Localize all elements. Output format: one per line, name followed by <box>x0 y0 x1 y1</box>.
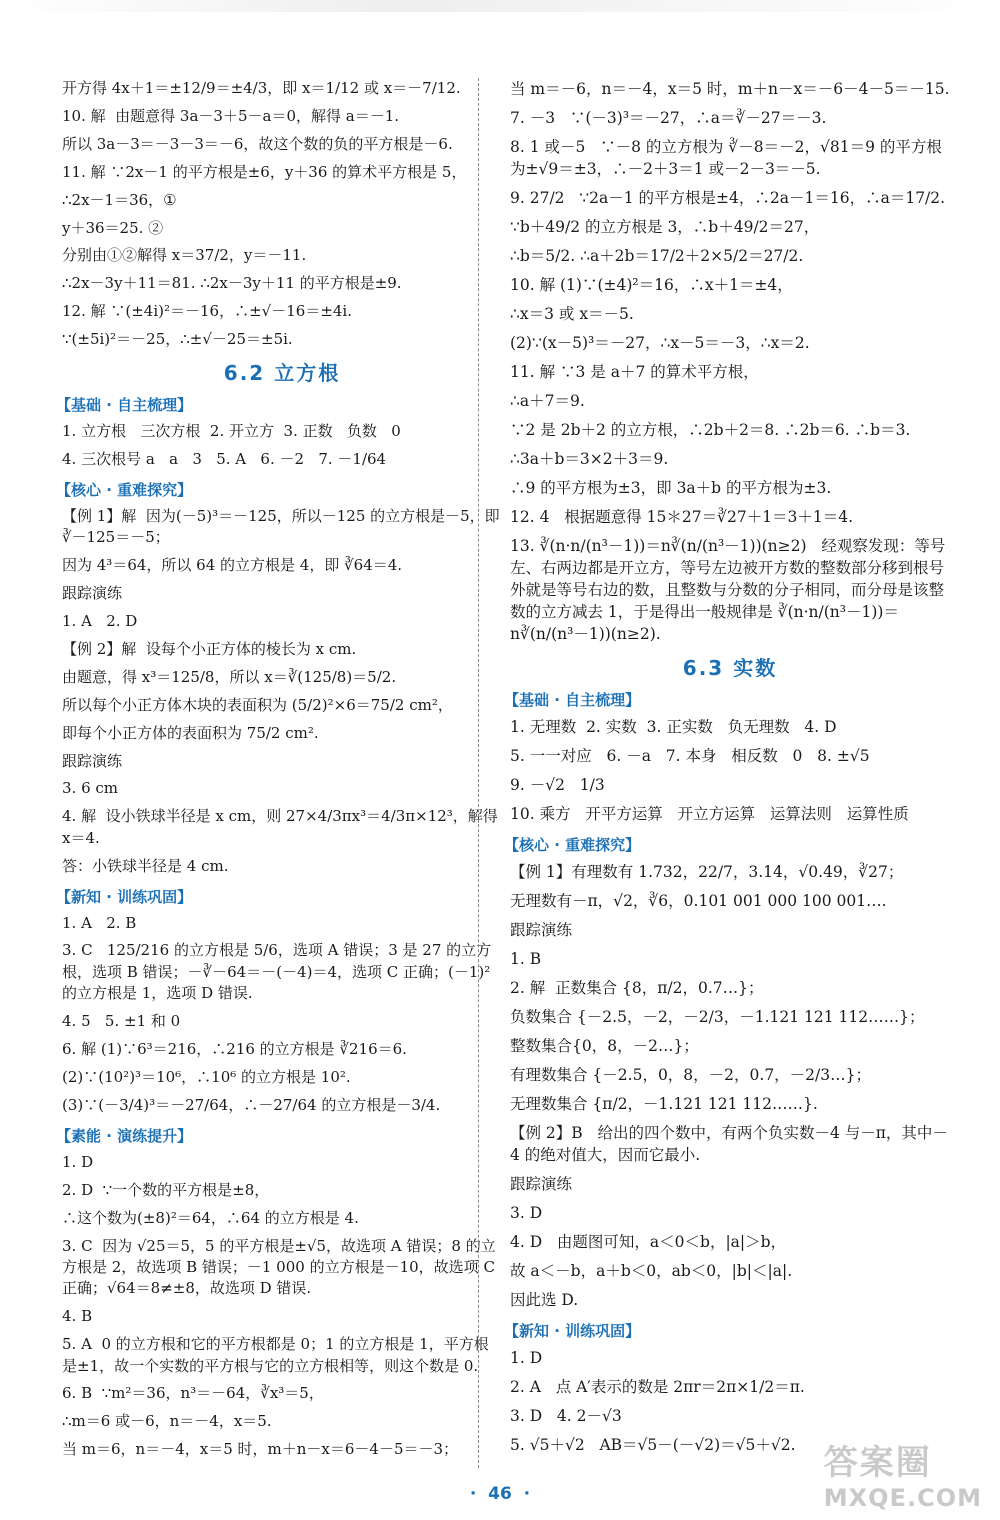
answer-line: 10. 乘方 开平方运算 开立方运算 运算法则 运算性质 <box>510 805 909 823</box>
answer-line: 所以 3a－3＝－3－3＝－6，故这个数的负的平方根是－6. <box>62 134 453 153</box>
answer-line: 3. 6 cm <box>62 779 119 798</box>
answer-line: 9. －√2 1/3 <box>510 776 605 794</box>
answer-line: 11. 解 ∵2x－1 的平方根是±6，y＋36 的算术平方根是 5， <box>62 162 467 181</box>
answer-line: ∴b＝5/2. ∴a＋2b＝17/2＋2×5/2＝27/2. <box>510 247 804 265</box>
answer-line: ∵b＋49/2 的立方根是 3，∴b＋49/2＝27， <box>510 218 820 236</box>
answer-line: 3. D <box>510 1204 543 1222</box>
answer-line: 1. 立方根 三次方根 2. 开立方 3. 正数 负数 0 <box>62 422 401 441</box>
answer-line: 5. √5＋√2 AB＝√5－(－√2)＝√5＋√2. <box>510 1436 796 1454</box>
answer-line: 当 m＝6，n＝－4，x＝5 时，m＋n－x＝6－4－5＝－3； <box>62 1440 459 1459</box>
answer-line: 12. 4 根据题意得 15＊27＝∛27＋1＝3＋1＝4. <box>510 508 854 526</box>
answer-line: 当 m＝－6，n＝－4，x＝5 时，m＋n－x＝－6－4－5＝－15. <box>510 80 950 98</box>
answer-line: 跟踪演练 <box>510 1175 573 1193</box>
answer-line: 6. 解 (1)∵6³＝216，∴216 的立方根是 ∛216＝6. <box>62 1040 407 1059</box>
section-label: 【新知 · 训练巩固】 <box>504 1322 641 1340</box>
answer-line: 2. D ∵一个数的平方根是±8， <box>62 1180 270 1199</box>
answer-line: 3. C 125/216 的立方根是 5/6，选项 A 错误；3 是 27 的立方根，选项 B 错误；－∛－64＝－(－4)＝4，选项 C 正确；(－1)² 的立方根是 1，选项 D 错误. <box>62 941 496 1003</box>
answer-line: 12. 解 ∵(±4i)²＝－16，∴±√－16＝±4i. <box>62 302 352 321</box>
section-label: 【基础 · 自主梳理】 <box>56 396 193 415</box>
answer-line: 因此选 D. <box>510 1291 579 1309</box>
answer-line: 所以每个小正方体木块的表面积为 (5/2)²×6＝75/2 cm²， <box>62 695 453 714</box>
answer-line: y＋36＝25. ② <box>62 218 164 237</box>
answer-line: 13. ∛(n·n/(n³－1))＝n∛(n/(n³－1))(n≥2) 经观察发现：等号左、右两边都是开立方，等号左边被开方数的整数部分移到根号外就是等号右边的数，且整数与分数的分子相同，而分母是该整数的立方减去 1，于是得出一般规律是 ∛(n·n/(n³－1))＝n∛(n/(n³－1))(n≥2). <box>510 537 946 643</box>
answer-line: 1. A 2. D <box>62 612 138 630</box>
answer-line: 1. D <box>62 1152 94 1171</box>
answer-line: ∴这个数为(±8)²＝64，∴64 的立方根是 4. <box>62 1208 359 1227</box>
answer-line: 整数集合{0，8，－2…}； <box>510 1037 699 1055</box>
answer-line: 【例 1】解 因为(－5)³＝－125，所以－125 的立方根是－5，即 ∛－125＝－5； <box>62 506 505 547</box>
answer-line: 无理数集合 {π/2，－1.121 121 112……}. <box>510 1095 818 1113</box>
answer-line: 有理数集合 {－2.5，0，8，－2，0.7，－2/3…}； <box>510 1066 871 1084</box>
section-label: 【素能 · 演练提升】 <box>56 1126 193 1145</box>
answer-line: (2)∵(10²)³＝10⁶，∴10⁶ 的立方根是 10². <box>62 1068 351 1086</box>
answer-line: 由题意，得 x³＝125/8，所以 x＝∛(125/8)＝5/2. <box>62 667 397 686</box>
page-number-text: 46 <box>488 1484 512 1504</box>
answer-line: 分别由①②解得 x＝37/2，y＝－11. <box>62 246 307 265</box>
watermark-logo <box>824 1435 982 1512</box>
answer-line: 3. D 4. 2－√3 <box>510 1407 622 1425</box>
answer-line: 10. 解 (1)∵(±4)²＝16，∴x＋1＝±4， <box>510 276 793 294</box>
answer-line: 1. 无理数 2. 实数 3. 正实数 负无理数 4. D <box>510 718 837 736</box>
section-label: 【核心 · 重难探究】 <box>504 836 641 854</box>
answer-line: 因为 4³＝64，所以 64 的立方根是 4，即 ∛64＝4. <box>62 556 403 575</box>
right-column <box>504 78 950 1463</box>
answer-line: ∴2x－1＝36，① <box>62 190 177 209</box>
answer-line: 1. D <box>510 1349 543 1367</box>
answer-line: ∵2 是 2b＋2 的立方根，∴2b＋2＝8. ∴2b＝6. ∴b＝3. <box>510 421 911 439</box>
section-title: 6.2 立方根 <box>223 361 341 386</box>
answer-line: 故 a＜－b，a＋b＜0，ab＜0，|b|＜|a|. <box>510 1262 793 1280</box>
answer-line: 1. A 2. B <box>62 913 137 932</box>
answer-line: 3. C 因为 √25＝5，5 的平方根是±√5，故选项 A 错误；8 的立方根是 2，故选项 B 错误；－1 000 的立方根是－10，故选项 C 正确；√64＝8≠±8，故选项 D 错误. <box>62 1236 500 1298</box>
answer-line: 10. 解 由题意得 3a－3＋5－a＝0，解得 a＝－1. <box>62 106 400 125</box>
answer-line: ∴m＝6 或－6，n＝－4，x＝5. <box>62 1412 272 1431</box>
answer-line: 8. 1 或－5 ∵－8 的立方根为 ∛－8＝－2，√81＝9 的平方根为±√9＝±3，∴－2＋3＝1 或－2－3＝－5. <box>510 138 942 178</box>
answer-line: 5. 一一对应 6. －a 7. 本身 相反数 0 8. ±√5 <box>510 747 870 765</box>
answer-line: 跟踪演练 <box>510 921 573 939</box>
section-title: 6.3 实数 <box>682 656 778 680</box>
answer-line: 4. B <box>62 1307 93 1326</box>
answer-line: ∵(±5i)²＝－25，∴±√－25＝±5i. <box>62 330 293 349</box>
answer-line: 无理数有－π，√2，∛6，0.101 001 000 100 001…. <box>510 892 887 910</box>
answer-line: 答：小铁球半径是 4 cm. <box>62 856 229 875</box>
scan-top-edge <box>0 0 1000 12</box>
answer-line: 7. －3 ∵(－3)³＝－27，∴a＝∛－27＝－3. <box>510 109 827 127</box>
page-number: · 46 · <box>469 1484 531 1504</box>
answer-line: 【例 2】解 设每个小正方体的棱长为 x cm. <box>62 639 357 658</box>
answer-line: 11. 解 ∵3 是 a＋7 的算术平方根， <box>510 363 759 381</box>
answer-line: ∴a＋7＝9. <box>510 392 585 410</box>
watermark-bottom: MXQE.COM <box>823 1484 982 1512</box>
answer-line: ∴2x－3y＋11＝81. ∴2x－3y＋11 的平方根是±9. <box>62 274 402 293</box>
answer-line: ∴x＝3 或 x＝－5. <box>510 305 634 323</box>
answer-line: 6. B ∵m²＝36，n³＝－64，∛x³＝5， <box>62 1384 324 1403</box>
answer-line: ∴3a＋b＝3×2＋3＝9. <box>510 450 669 468</box>
answer-line: 2. 解 正数集合 {8，π/2，0.7…}； <box>510 979 764 997</box>
answer-line: 跟踪演练 <box>62 584 123 603</box>
answer-line: 【例 2】B 给出的四个数中，有两个负实数－4 与－π，其中－4 的绝对值大，因而它最小. <box>510 1124 948 1164</box>
column-divider <box>478 78 479 1468</box>
answer-line: 2. A 点 A′表示的数是 2πr＝2π×1/2＝π. <box>510 1378 805 1396</box>
answer-line: 负数集合 {－2.5，－2，－2/3，－1.121 121 112……}； <box>510 1008 925 1026</box>
section-label: 【基础 · 自主梳理】 <box>504 691 641 709</box>
answer-line: 4. D 由题图可知，a＜0＜b，|a|＞b， <box>510 1233 787 1251</box>
answer-line: 5. A 0 的立方根和它的平方根都是 0；1 的立方根是 1，平方根是±1，故一个实数的平方根与它的立方根相等，则这个数是 0. <box>62 1335 489 1375</box>
answer-line: 1. B <box>510 950 542 968</box>
answer-line: 9. 27/2 ∵2a－1 的平方根是±4，∴2a－1＝16，∴a＝17/2. <box>510 189 946 207</box>
section-label: 【新知 · 训练巩固】 <box>56 887 193 906</box>
watermark-top: 答案圈 <box>823 1443 932 1483</box>
answer-line: ∴9 的平方根为±3，即 3a＋b 的平方根为±3. <box>510 479 832 497</box>
left-column <box>56 78 505 1467</box>
answer-line: 4. 解 设小铁球半径是 x cm，则 27×4/3πx³＝4/3π×12³，解得 x＝4. <box>62 807 503 847</box>
answer-line: 4. 三次根号 a a 3 5. A 6. －2 7. －1/64 <box>62 449 387 468</box>
answer-line: 即每个小正方体的表面积为 75/2 cm². <box>62 723 319 742</box>
answer-line: (3)∵(－3/4)³＝－27/64，∴－27/64 的立方根是－3/4. <box>62 1095 441 1114</box>
answer-line: (2)∵(x－5)³＝－27，∴x－5＝－3，∴x＝2. <box>510 334 810 352</box>
answer-line: 【例 1】有理数有 1.732，22/7，3.14，√0.49，∛27； <box>510 863 904 881</box>
answer-line: 4. 5 5. ±1 和 0 <box>62 1012 181 1031</box>
answer-line: 跟踪演练 <box>62 751 123 770</box>
section-label: 【核心 · 重难探究】 <box>56 480 193 499</box>
answer-line: 开方得 4x＋1＝±12/9＝±4/3，即 x＝1/12 或 x＝－7/12. <box>62 79 461 97</box>
